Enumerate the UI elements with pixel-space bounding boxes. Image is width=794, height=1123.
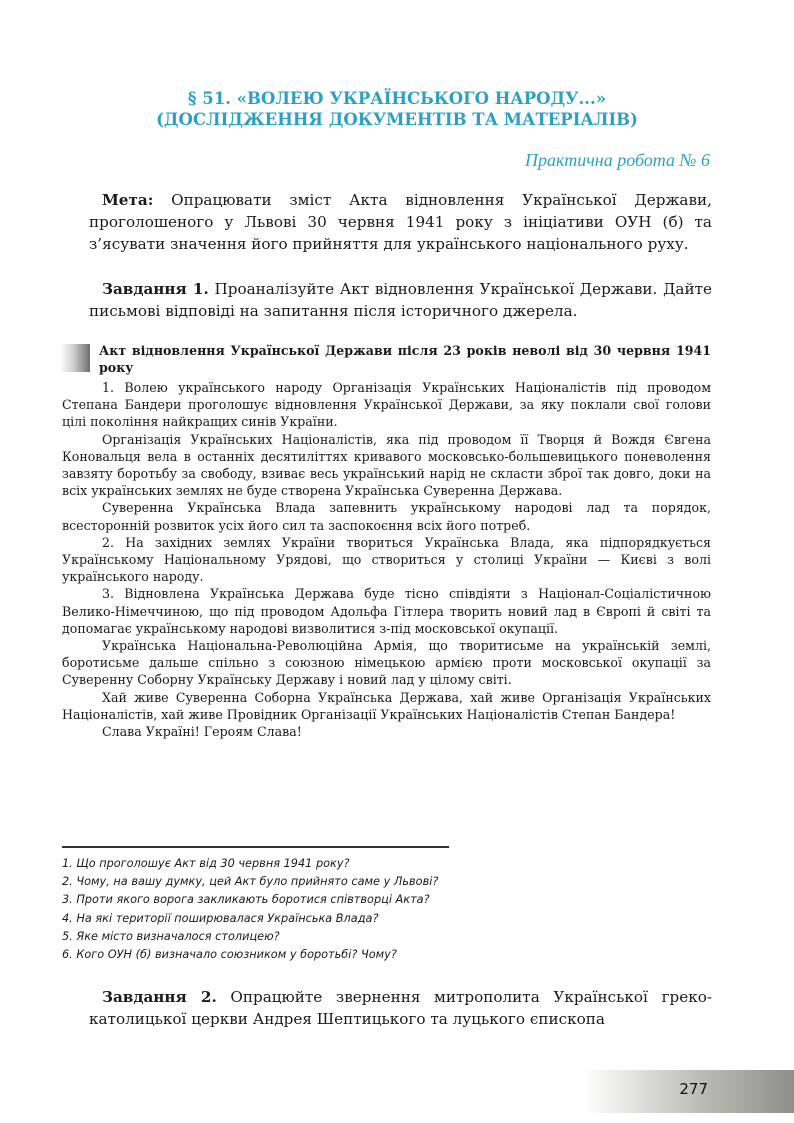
questions-divider xyxy=(62,846,449,848)
document-paragraph: Слава Україні! Героям Слава! xyxy=(102,724,302,740)
question-item: 4. На які території поширювалася Українська Влада? xyxy=(62,911,379,925)
question-item: 1. Що проголошує Акт від 30 червня 1941 року? xyxy=(62,857,350,870)
document-paragraph: Українська Національна-Революційна Армія, що творитисьме на українській землі, боротисьме дальше спільно з союзною німецькою армією проти московської окупації за Суверенну Соборну Українську Державу і новий лад у цілому світі. xyxy=(62,638,711,688)
page-number: 277 xyxy=(679,1080,708,1098)
goal-paragraph xyxy=(89,189,712,256)
task1-paragraph xyxy=(89,278,712,322)
task1-label: Завдання 1. xyxy=(102,280,209,298)
document-paragraph: 1. Волею українського народу Організація Українських Націоналістів під проводом Степана Бандери проголошує відновлення Української Держави, за яку поклали свої голови цілі покоління найкращих синів України. xyxy=(62,380,711,430)
document-paragraph: Хай живе Суверенна Соборна Українська Держава, хай живе Організація Українських Націоналістів, хай живе Провідник Організації Українських Націоналістів Степан Бандера! xyxy=(62,689,711,722)
document-paragraph: 3. Відновлена Українська Держава буде тісно співдіяти з Націонал-Соціалістичною Велико-Німеччиною, що під проводом Адольфа Гітлера творить новий лад в Європі й світі та допомагає українському народові визволитися з-під московської окупації. xyxy=(62,586,711,636)
source-document-body xyxy=(62,379,711,740)
goal-text: Опрацювати зміст Акта відновлення Української Держави, проголошеного у Львові 30 червня 1941 року з ініціативи ОУН (б) та з’ясувати значення його прийняття для українського національного руху. xyxy=(89,191,712,254)
question-item: 3. Проти якого ворога закликають боротися співтворці Акта? xyxy=(62,893,430,907)
section-title xyxy=(60,88,734,130)
document-paragraph: Суверенна Українська Влада запевнить українському народові лад та порядок, всесторонній розвиток усіх його сил та заспокоєння всіх його потреб. xyxy=(62,500,711,533)
task1-text: Проаналізуйте Акт відновлення Української Держави. Дайте письмові відповіді на запитання після історичного джерела. xyxy=(89,280,712,321)
goal-label: Мета: xyxy=(102,191,154,209)
document-paragraph: Організація Українських Націоналістів, яка під проводом її Творця й Вождя Євгена Коновальця вела в останніх десятиліттях кривавого московсько-большевицького поневолення завзяту боротьбу за свободу, взиває весь український нарід не скласти зброї так довго, доки на всіх українських землях не буде створена Українська Суверенна Держава. xyxy=(62,431,711,499)
task2-label: Завдання 2. xyxy=(102,988,217,1006)
section-title-line1: § 51. «ВОЛЕЮ УКРАЇНСЬКОГО НАРОДУ...» xyxy=(187,89,607,108)
questions-list xyxy=(62,855,438,964)
practical-work-label: Практична робота № 6 xyxy=(525,150,710,170)
source-document-title: Акт відновлення Української Держави після 23 років неволі від 30 червня 1941 року xyxy=(99,343,711,375)
section-title-line2: (ДОСЛІДЖЕННЯ ДОКУМЕНТІВ ТА МАТЕРІАЛІВ) xyxy=(156,110,638,129)
task2-text: Опрацюйте звернення митрополита Української греко-католицької церкви Андрея Шептицького та луцького єпископа xyxy=(89,988,712,1029)
source-marker-icon xyxy=(60,344,90,372)
question-item: 2. Чому, на вашу думку, цей Акт було прийнято саме у Львові? xyxy=(62,875,439,889)
document-paragraph: 2. На західних землях України твориться Українська Влада, яка підпорядкується Українському Національному Урядові, що створиться у столиці України — Києві з волі українського народу. xyxy=(62,534,711,585)
task2-paragraph xyxy=(89,986,712,1030)
question-item: 5. Яке місто визначалося столицею? xyxy=(62,929,280,943)
question-item: 6. Кого ОУН (б) визначало союзником у боротьбі? Чому? xyxy=(62,948,397,962)
